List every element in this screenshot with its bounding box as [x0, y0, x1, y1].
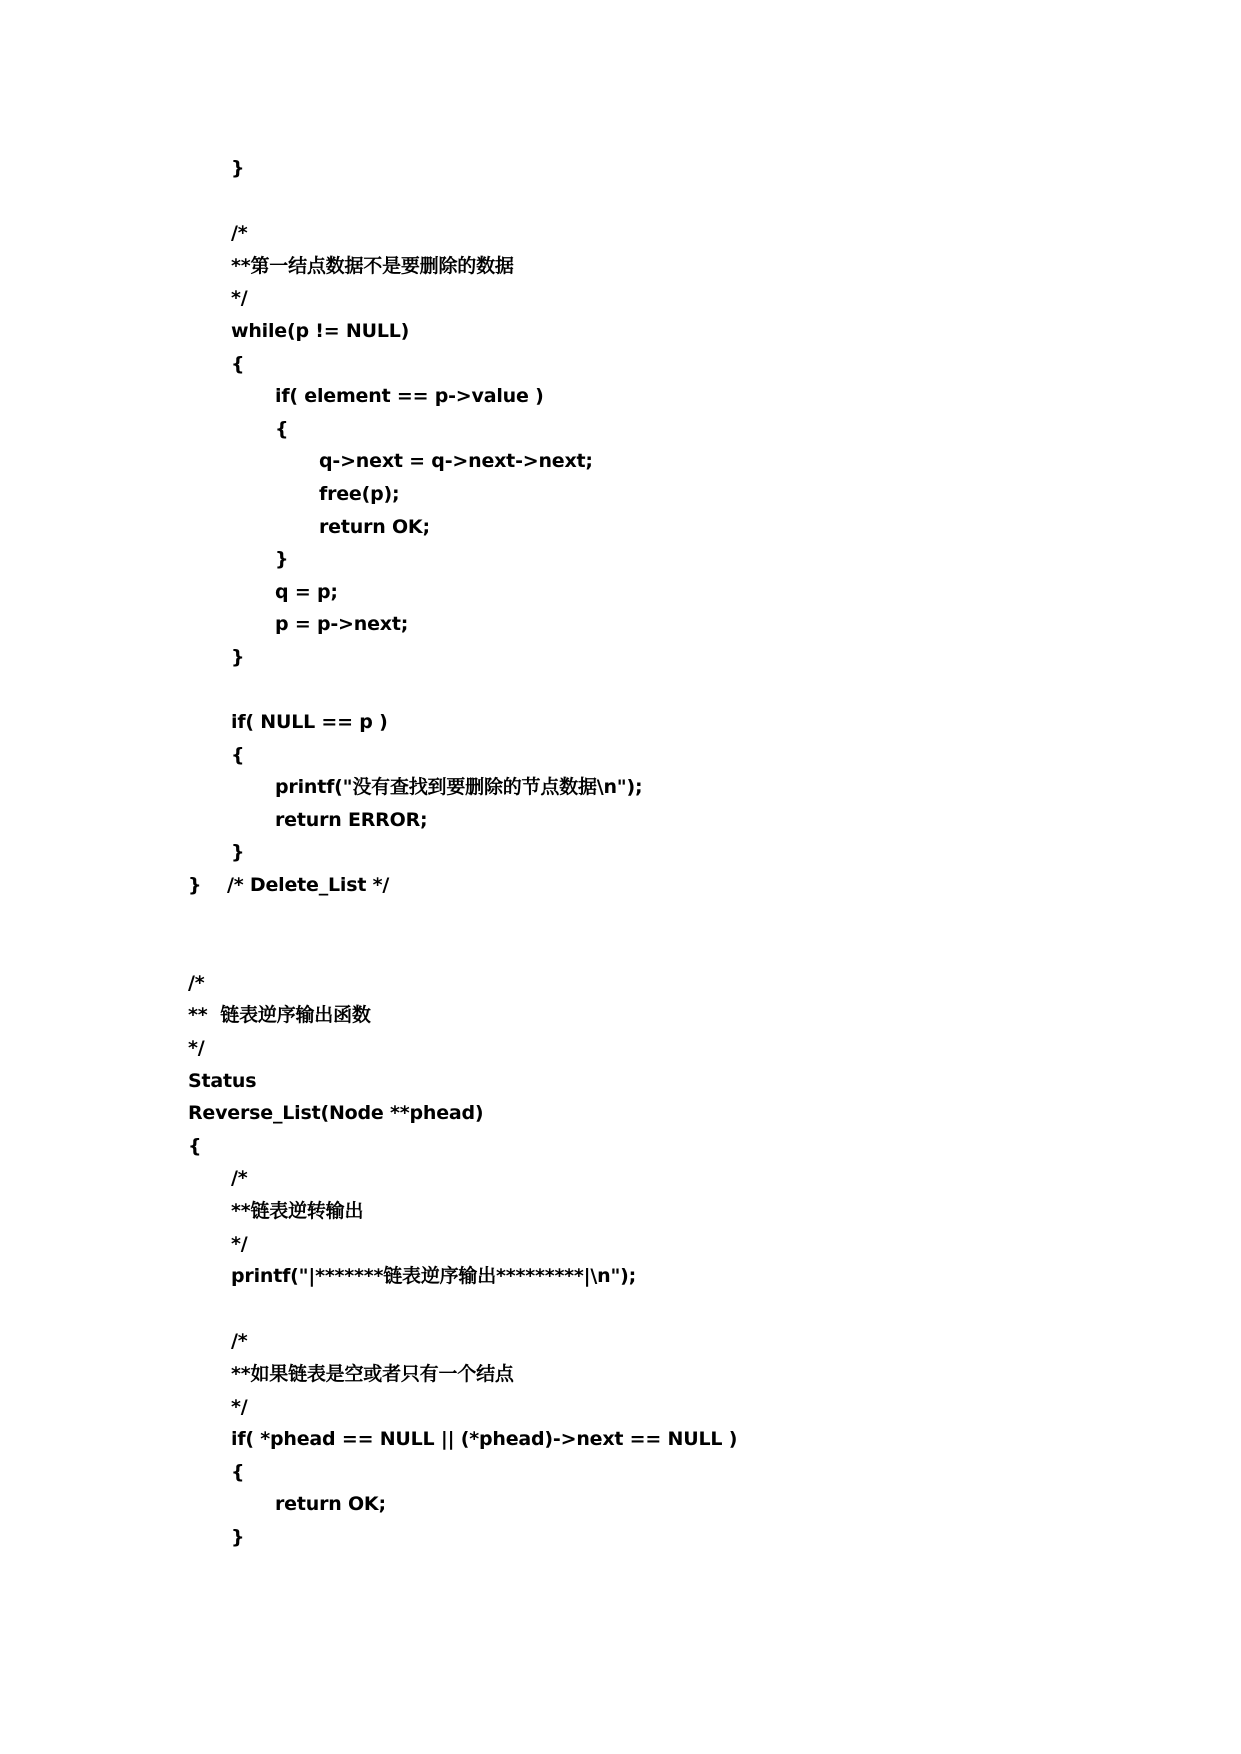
- code-line: /*: [231, 222, 248, 245]
- code-line: */: [231, 1395, 248, 1418]
- code-line: q = p;: [275, 580, 338, 603]
- code-line: [188, 934, 1188, 967]
- code-line: **如果链表是空或者只有一个结点: [231, 1362, 514, 1385]
- code-line: Reverse_List(Node **phead): [188, 1102, 484, 1125]
- code-line: [188, 1293, 1188, 1326]
- code-line: } /* Delete_List */: [188, 874, 390, 897]
- code-line: ** 链表逆序输出函数: [188, 1004, 371, 1027]
- code-line: [188, 674, 1188, 707]
- code-line: }: [231, 841, 245, 864]
- code-listing: [188, 152, 1188, 1554]
- code-line: {: [188, 1134, 202, 1157]
- code-line: */: [188, 1037, 205, 1060]
- code-line: }: [231, 1525, 245, 1548]
- code-line: return OK;: [319, 515, 430, 538]
- code-line: while(p != NULL): [231, 319, 410, 342]
- code-line: {: [231, 743, 245, 766]
- code-line: }: [231, 645, 245, 668]
- code-line: return ERROR;: [275, 808, 428, 831]
- code-line: **链表逆转输出: [231, 1200, 364, 1222]
- code-line: printf("没有查找到要删除的节点数据\n");: [275, 776, 643, 799]
- code-line: */: [231, 1232, 248, 1255]
- code-line: [188, 902, 1188, 935]
- code-line: /*: [231, 1167, 248, 1190]
- code-line: printf("|*******链表逆序输出*********|\n");: [231, 1265, 637, 1288]
- code-line: p = p->next;: [275, 613, 409, 636]
- code-line: }: [275, 548, 289, 571]
- code-line: return OK;: [275, 1493, 386, 1516]
- code-line: Status: [188, 1069, 257, 1092]
- code-line: q->next = q->next->next;: [319, 450, 593, 473]
- code-line: [188, 185, 1188, 218]
- code-line: /*: [231, 1330, 248, 1353]
- code-line: if( *phead == NULL || (*phead)->next == NULL ): [231, 1428, 738, 1451]
- code-line: {: [231, 1460, 245, 1483]
- code-line: free(p);: [319, 482, 400, 505]
- code-line: {: [275, 417, 289, 440]
- code-line: {: [231, 352, 245, 375]
- code-line: */: [231, 287, 248, 310]
- code-line: if( NULL == p ): [231, 711, 388, 734]
- code-line: }: [231, 157, 245, 179]
- code-line: /*: [188, 971, 205, 994]
- code-line: if( element == p->value ): [275, 385, 544, 408]
- code-line: **第一结点数据不是要删除的数据: [231, 254, 514, 277]
